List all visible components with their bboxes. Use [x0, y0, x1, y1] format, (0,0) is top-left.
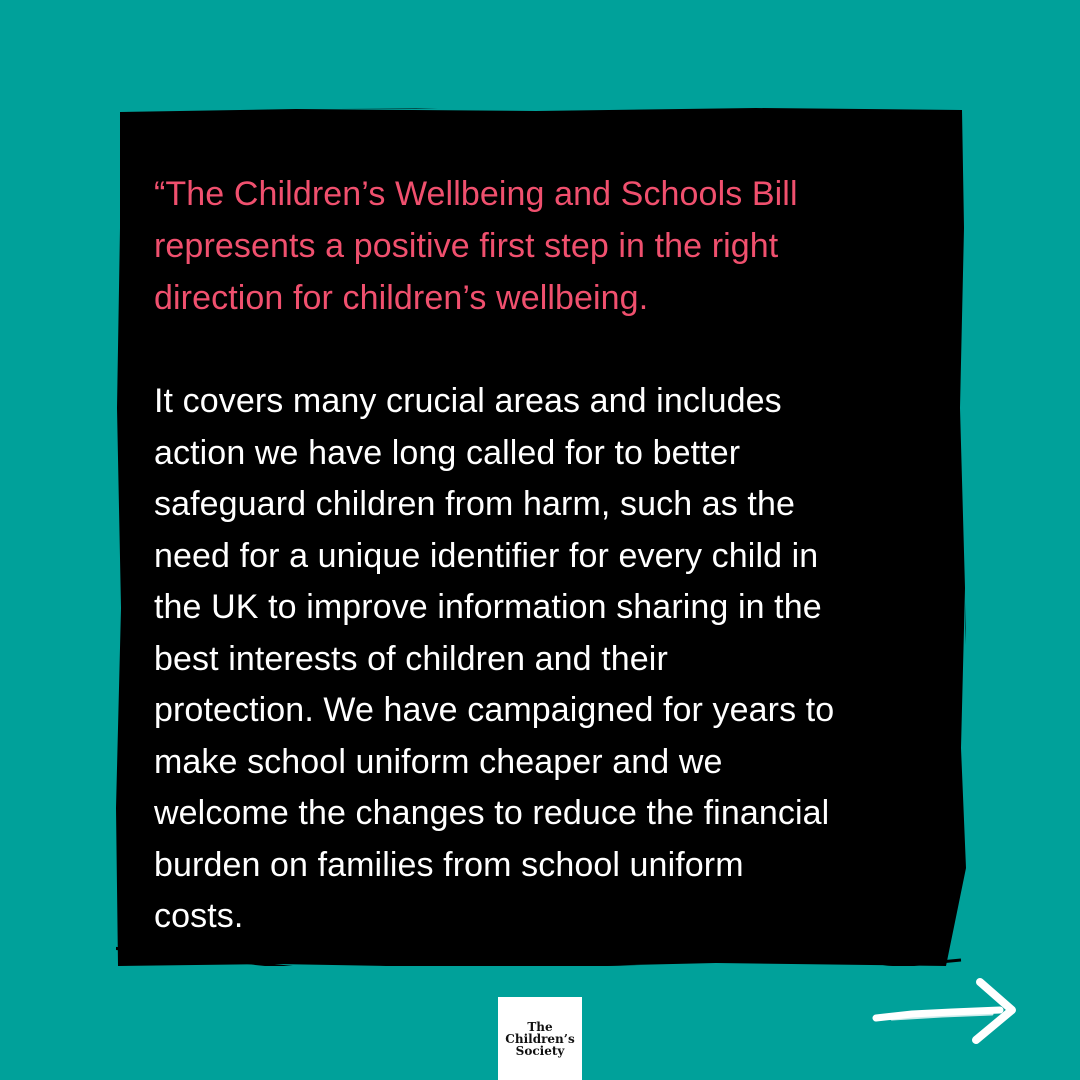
logo-line: The: [527, 1019, 553, 1034]
logo-line: Society: [515, 1043, 565, 1058]
quote-line: represents a positive first step in the right: [154, 227, 779, 265]
body-line: need for a unique identifier for every child in: [154, 536, 819, 575]
logo-line: Children’s: [505, 1031, 575, 1046]
body-line: costs.: [154, 897, 244, 935]
quote-line: direction for children’s wellbeing.: [154, 279, 649, 317]
body-line: safeguard children from harm, such as the: [154, 485, 795, 523]
body-line: best interests of children and their: [154, 639, 668, 678]
body-line: burden on families from school uniform: [154, 845, 744, 884]
body-line: the UK to improve information sharing in the: [154, 588, 822, 626]
body-line: action we have long called for to better: [154, 433, 741, 472]
body-text: [154, 376, 944, 943]
childrens-society-logo: [498, 997, 582, 1080]
arrow-right-icon[interactable]: [872, 976, 1018, 1046]
quote-line: “The Children’s Wellbeing and Schools Bill: [154, 175, 798, 213]
body-line: It covers many crucial areas and includes: [154, 382, 782, 420]
body-line: protection. We have campaigned for years to: [154, 691, 835, 729]
body-line: welcome the changes to reduce the financial: [154, 794, 830, 832]
quote-panel: [116, 108, 966, 966]
body-line: make school uniform cheaper and we: [154, 742, 723, 781]
quote-text: [154, 168, 944, 324]
